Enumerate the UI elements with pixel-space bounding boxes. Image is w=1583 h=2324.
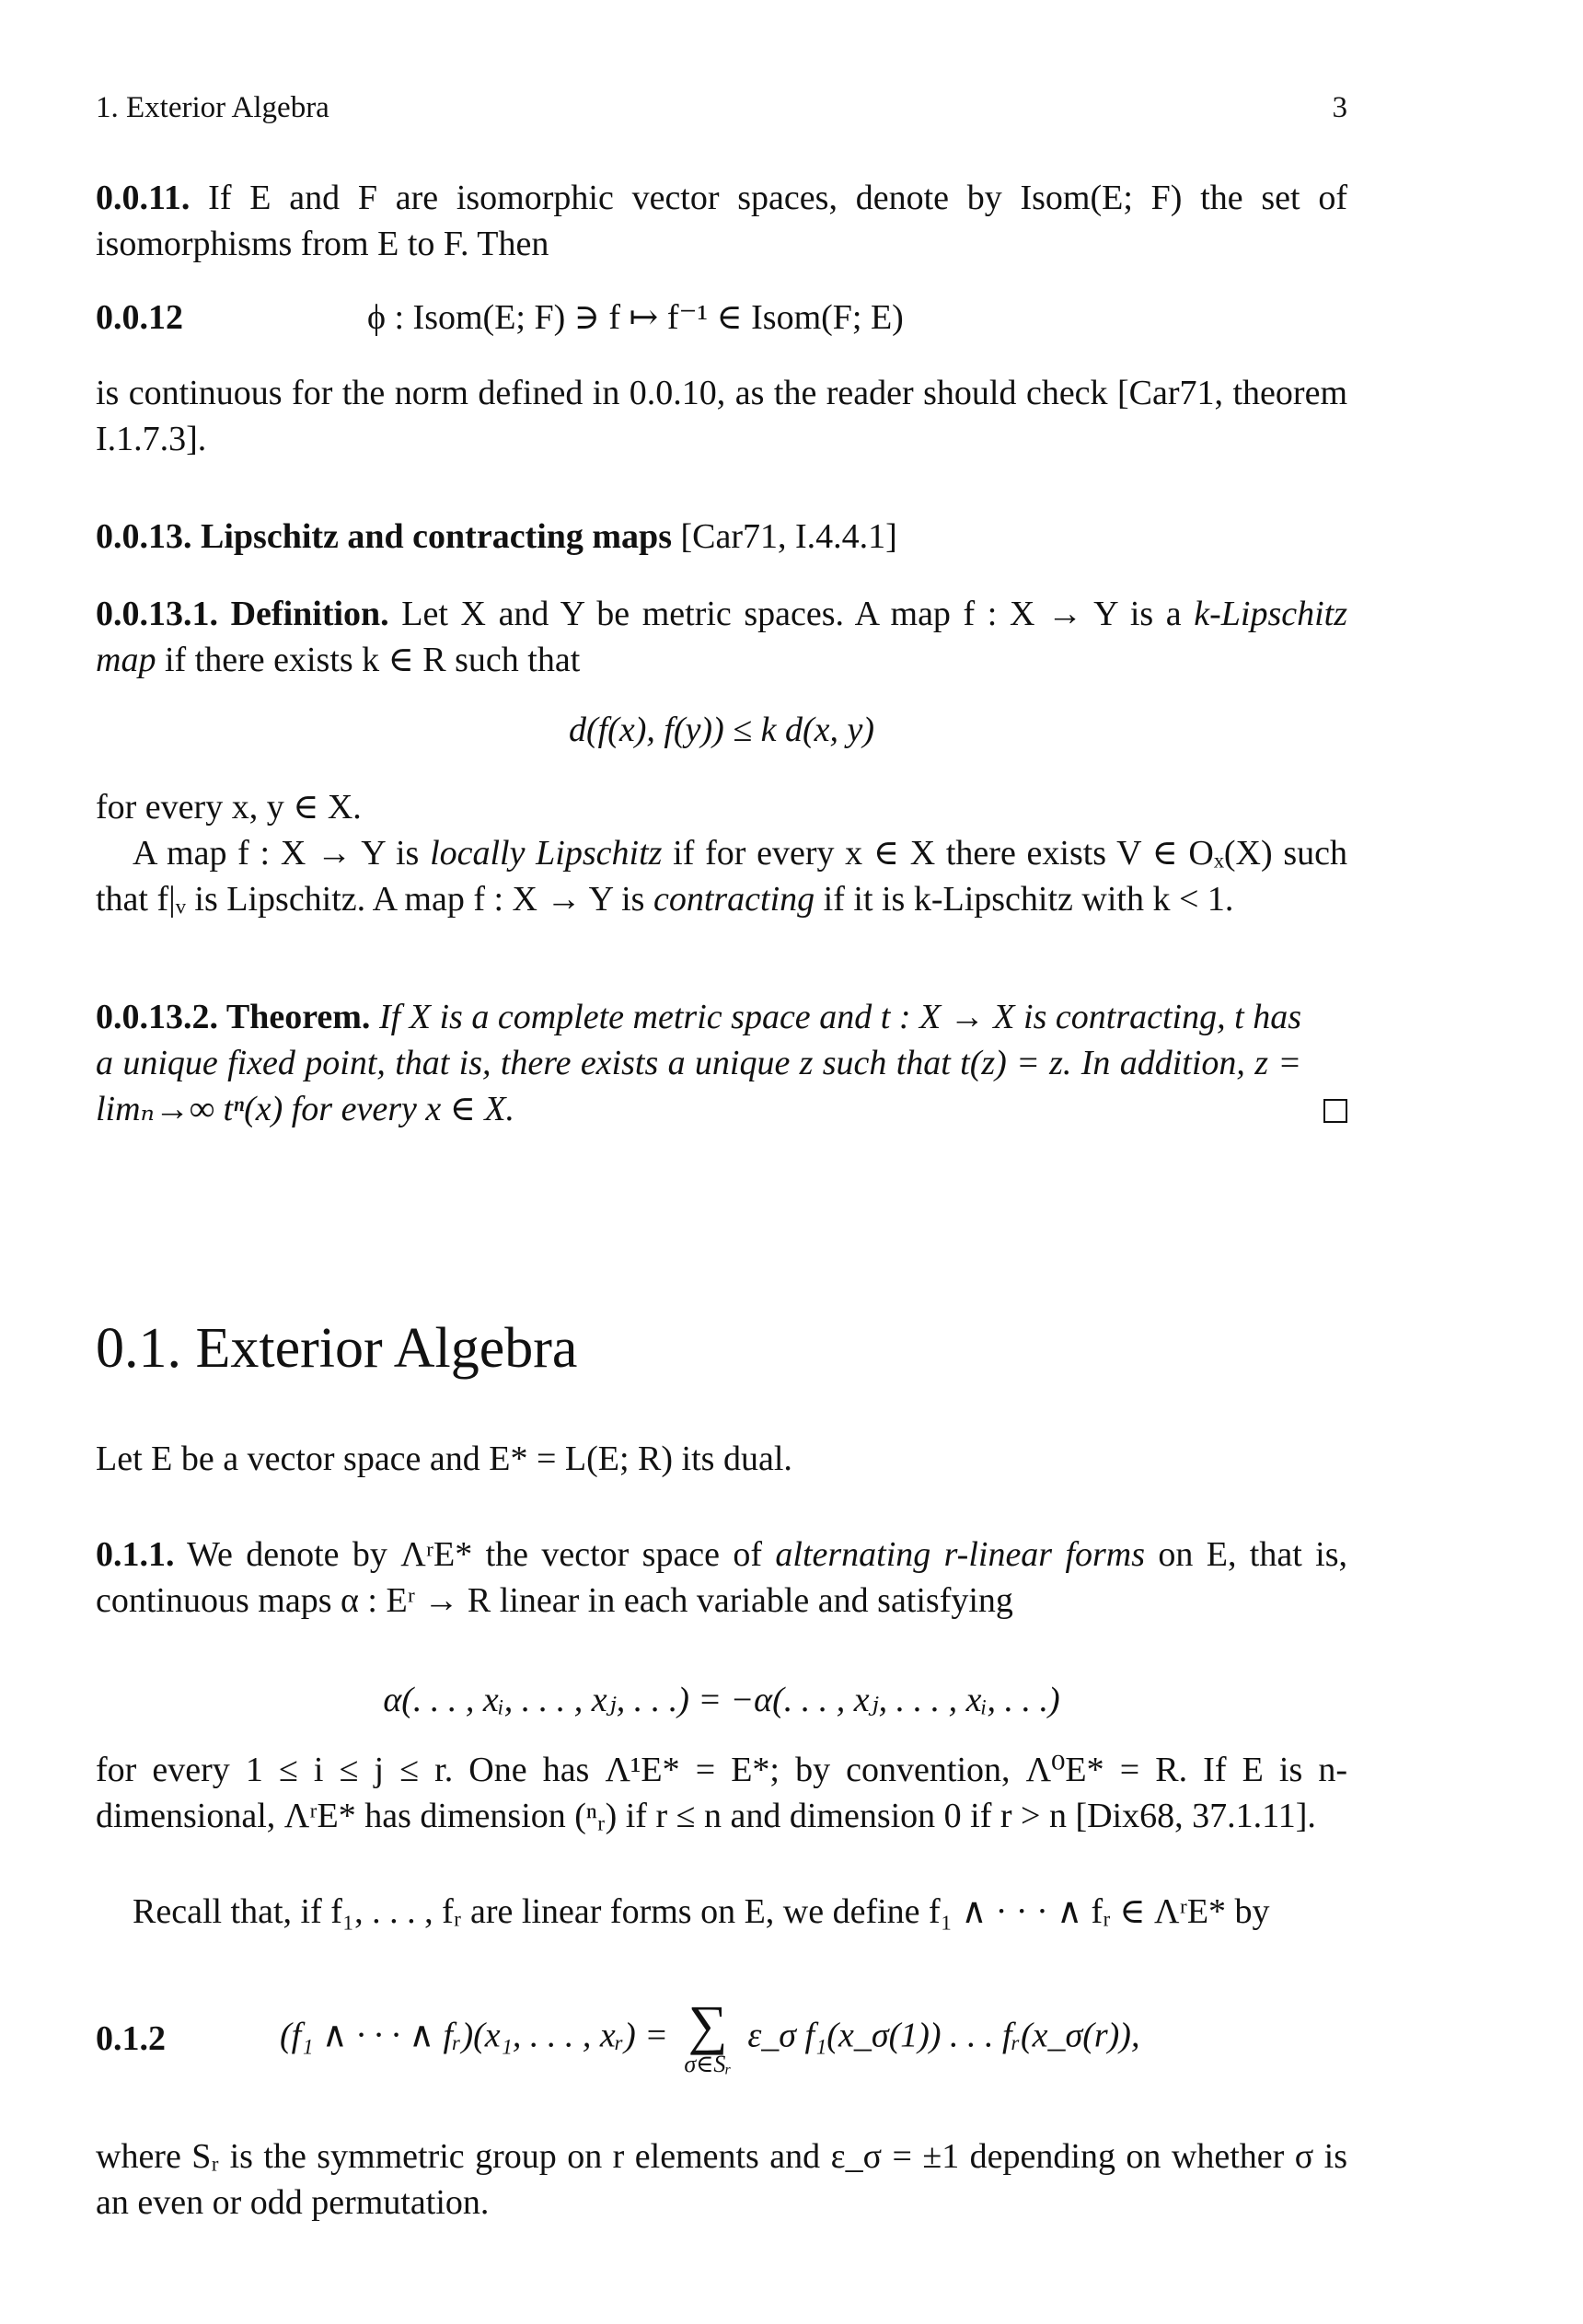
paragraph-0-0-11: [96, 175, 1347, 267]
paragraph-text: if for every x ∈ X there exists V ∈ Oₓ(X) such that f|ᵥ is Lipschitz. A map f : X → Y is: [96, 834, 1347, 919]
defined-term-locally-lipschitz: locally Lipschitz: [430, 834, 663, 873]
equation-formula: ϕ : Isom(E; F) ∋ f ↦ f⁻¹ ∈ Isom(F; E): [367, 298, 904, 337]
running-header-title: 1. Exterior Algebra: [96, 91, 329, 124]
paragraph-continuous: is continuous for the norm defined in 0.0.10, as the reader should check [Car71, theorem I.1.7.3].: [96, 374, 1347, 458]
paragraph-text: on E, that is, continuous maps α : Eʳ → R linear in each variable and satisfying: [96, 1535, 1347, 1620]
equation-0-0-12: [96, 295, 1347, 341]
heading-0-0-13: [96, 514, 1347, 560]
theorem-body: [96, 994, 1347, 1132]
paragraph-0-1-1: [96, 1532, 1347, 1624]
paragraph-dimension: for every 1 ≤ i ≤ j ≤ r. One has Λ¹E* = E*; by convention, Λ⁰E* = R. If E is n-dimensional, ΛʳE* has dimension (ⁿᵣ) if r ≤ n and dimension 0 if r > n [Dix68, 37.1.11].: [96, 1751, 1347, 1835]
equation-lhs: (f₁ ∧ · · · ∧ fᵣ)(x₁, . . . , xᵣ) =: [280, 2016, 668, 2055]
paragraph-locally-lipschitz: [96, 830, 1347, 922]
theorem-label: 0.0.13.2. Theorem.: [96, 998, 371, 1036]
theorem-0-0-13-2: [96, 994, 1347, 1132]
defined-term: alternating r-linear forms: [775, 1535, 1146, 1574]
definition-text: if there exists k ∈ R such that: [156, 641, 581, 679]
item-label: 0.0.13.: [96, 517, 192, 556]
definition-text: Let X and Y be metric spaces. A map f : X → Y is a: [401, 595, 1195, 633]
page-number: 3: [1332, 91, 1347, 124]
qed-square-icon: [1323, 1099, 1347, 1123]
summation: [684, 1994, 732, 2078]
paragraph-text: if it is k-Lipschitz with k < 1.: [815, 880, 1234, 919]
theorem-text: If X is a complete metric space and t : X → X is contracting, t has a unique fixed point, that is, there exists a unique z such that t(z) = z. In addition, z = limₙ→∞ tⁿ(x) for every x ∈ X.: [96, 998, 1302, 1128]
sum-index: σ∈Sᵣ: [684, 2051, 732, 2077]
definition-0-0-13-1: [96, 591, 1347, 683]
paragraph-text: If E and F are isomorphic vector spaces, denote by Isom(E; F) the set of isomorphisms from E to F. Then: [96, 179, 1348, 263]
item-label: 0.1.1.: [96, 1535, 175, 1574]
equation-formula: [280, 1994, 1140, 2078]
alternating-identity: α(. . . , xᵢ, . . . , xⱼ, . . .) = −α(. . . , xⱼ, . . . , xᵢ, . . .): [383, 1681, 1060, 1719]
paragraph-text: A map f : X → Y is: [133, 834, 431, 873]
paragraph-recall: Recall that, if f₁, . . . , fᵣ are linear forms on E, we define f₁ ∧ · · · ∧ fᵣ ∈ ΛʳE* by: [133, 1892, 1270, 1931]
paragraph-where: where Sᵣ is the symmetric group on r elements and ε_σ = ±1 depending on whether σ is an even or odd permutation.: [96, 2137, 1347, 2222]
page: [96, 0, 1347, 2324]
defined-term-contracting: contracting: [653, 880, 815, 919]
paragraph-text: We denote by ΛʳE* the vector space of: [187, 1535, 776, 1574]
paragraph-for-every: for every x, y ∈ X.: [96, 788, 362, 827]
subsection-title: Lipschitz and contracting maps: [201, 517, 672, 556]
lipschitz-inequality: d(f(x), f(y)) ≤ k d(x, y): [568, 711, 875, 749]
definition-label: 0.0.13.1. Definition.: [96, 595, 389, 633]
paragraph-intro: Let E be a vector space and E* = L(E; R) its dual.: [96, 1439, 792, 1478]
defined-term: k-Lipschitz map: [96, 595, 1348, 679]
citation: [Car71, I.4.4.1]: [680, 517, 897, 556]
sum-symbol: ∑: [688, 1994, 728, 2055]
equation-0-1-2: [96, 1994, 1347, 2078]
section-title: 0.1. Exterior Algebra: [96, 1317, 578, 1380]
equation-rhs: ε_σ f₁(x_σ(1)) . . . fᵣ(x_σ(r)),: [747, 2016, 1140, 2055]
running-header: [96, 85, 1347, 131]
item-label: 0.0.11.: [96, 179, 191, 217]
equation-number: 0.1.2: [96, 2019, 166, 2058]
equation-number: 0.0.12: [96, 298, 183, 337]
